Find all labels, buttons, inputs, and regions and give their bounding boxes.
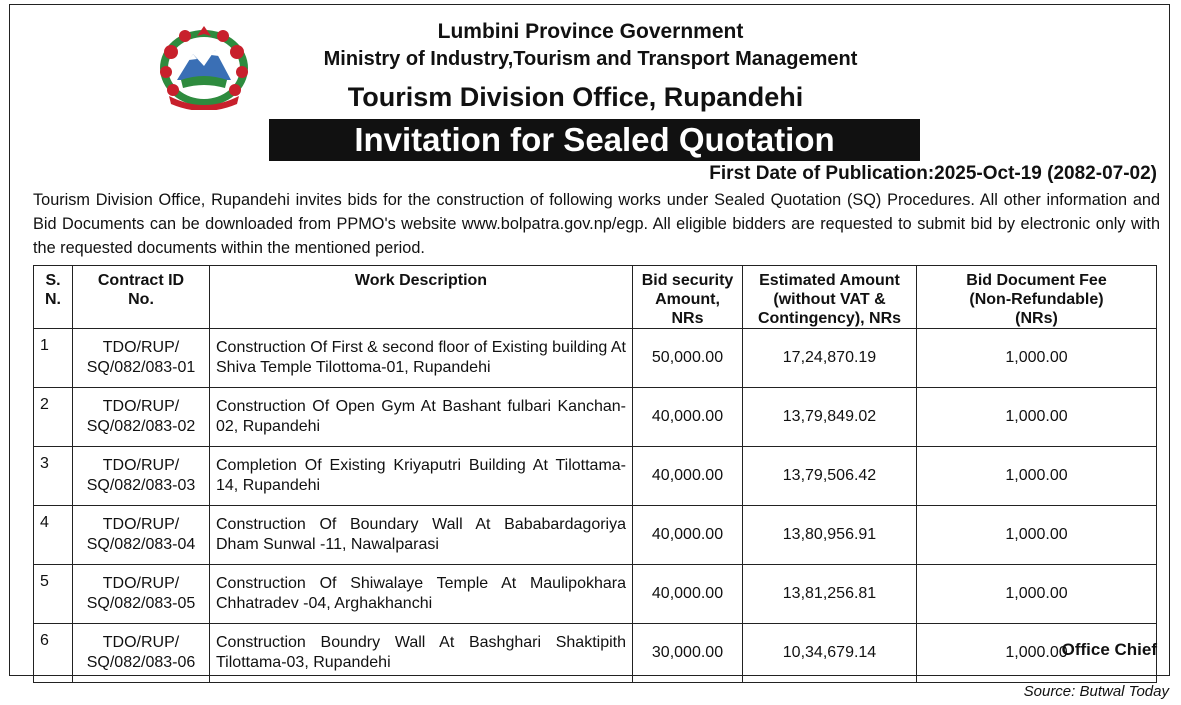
estimated-amount: 13,81,256.81 <box>743 565 917 624</box>
estimated-amount: 13,80,956.91 <box>743 506 917 565</box>
header-bid-document-fee <box>917 266 1157 329</box>
estimated-amount: 13,79,506.42 <box>743 447 917 506</box>
contract-id <box>73 565 210 624</box>
contract-id-line: SQ/082/083-04 <box>86 536 196 553</box>
quotation-table <box>33 265 1157 683</box>
header-contract-id-line: No. <box>128 291 154 308</box>
header-sn-line: N. <box>45 291 61 308</box>
serial-number: 1 <box>34 329 73 388</box>
contract-id-line: TDO/RUP/ <box>102 516 180 533</box>
work-description: Construction Boundry Wall At Bashghari Shaktipith Tilottama-03, Rupandehi <box>210 624 633 683</box>
header-bid-security-line: Bid security <box>641 272 734 289</box>
bid-document-fee: 1,000.00 <box>917 388 1157 447</box>
serial-number: 5 <box>34 565 73 624</box>
header-sn <box>34 266 73 329</box>
bid-security-amount: 40,000.00 <box>633 388 743 447</box>
table-row <box>34 624 1157 683</box>
notice-title-banner: Invitation for Sealed Quotation <box>269 119 920 161</box>
table-row <box>34 388 1157 447</box>
table-row <box>34 447 1157 506</box>
header-contract-id-line: Contract ID <box>97 272 185 289</box>
government-name: Lumbini Province Government <box>437 20 744 43</box>
work-description: Completion Of Existing Kriyaputri Building At Tilottama-14, Rupandehi <box>210 447 633 506</box>
bid-document-fee: 1,000.00 <box>917 624 1157 683</box>
table-header-row <box>34 266 1157 329</box>
bid-security-amount: 30,000.00 <box>633 624 743 683</box>
contract-id-line: SQ/082/083-06 <box>86 654 196 671</box>
bid-document-fee: 1,000.00 <box>917 329 1157 388</box>
source-credit: Source: Butwal Today <box>1023 683 1169 700</box>
contract-id-line: SQ/082/083-02 <box>86 418 196 435</box>
contract-id-line: SQ/082/083-03 <box>86 477 196 494</box>
header-work-description-line: Work Description <box>354 272 488 289</box>
contract-id-line: TDO/RUP/ <box>102 575 180 592</box>
header-estimated-amount-line: (without VAT & <box>773 291 886 308</box>
header-estimated-amount <box>743 266 917 329</box>
office-chief-signature: Office Chief <box>1061 640 1157 659</box>
contract-id <box>73 388 210 447</box>
contract-id-line: TDO/RUP/ <box>102 398 180 415</box>
work-description: Construction Of Open Gym At Bashant fulbari Kanchan-02, Rupandehi <box>210 388 633 447</box>
contract-id <box>73 506 210 565</box>
header-work-description <box>210 266 633 329</box>
header-bid-security-line: NRs <box>671 310 704 327</box>
header-estimated-amount-line: Contingency), NRs <box>757 310 902 327</box>
bid-document-fee: 1,000.00 <box>917 565 1157 624</box>
bid-security-amount: 40,000.00 <box>633 506 743 565</box>
estimated-amount: 13,79,849.02 <box>743 388 917 447</box>
header-estimated-amount-line: Estimated Amount <box>759 272 900 289</box>
bid-security-amount: 40,000.00 <box>633 447 743 506</box>
header-bid-security-line: Amount, <box>655 291 720 308</box>
contract-id <box>73 329 210 388</box>
header-bid-security <box>633 266 743 329</box>
serial-number: 6 <box>34 624 73 683</box>
serial-number: 2 <box>34 388 73 447</box>
header-bid-document-fee-line: Bid Document Fee <box>966 272 1107 289</box>
contract-id-line: TDO/RUP/ <box>102 457 180 474</box>
bid-security-amount: 40,000.00 <box>633 565 743 624</box>
header-contract-id <box>73 266 210 329</box>
contract-id-line: TDO/RUP/ <box>102 339 180 356</box>
bid-document-fee: 1,000.00 <box>917 506 1157 565</box>
publication-date: First Date of Publication:2025-Oct-19 (2082-07-02) <box>709 163 1157 184</box>
office-name: Tourism Division Office, Rupandehi <box>347 82 804 112</box>
contract-id-line: TDO/RUP/ <box>102 634 180 651</box>
work-description: Construction Of First & second floor of Existing building At Shiva Temple Tilottoma-01, Rupandehi <box>210 329 633 388</box>
estimated-amount: 17,24,870.19 <box>743 329 917 388</box>
header-bid-document-fee-line: (NRs) <box>1015 310 1058 327</box>
table-row <box>34 329 1157 388</box>
header-bid-document-fee-line: (Non-Refundable) <box>969 291 1104 308</box>
serial-number: 3 <box>34 447 73 506</box>
bid-document-fee: 1,000.00 <box>917 447 1157 506</box>
serial-number: 4 <box>34 506 73 565</box>
contract-id <box>73 624 210 683</box>
ministry-name: Ministry of Industry,Tourism and Transport Management <box>323 48 858 70</box>
work-description: Construction Of Shiwalaye Temple At Maulipokhara Chhatradev -04, Arghakhanchi <box>210 565 633 624</box>
contract-id-line: SQ/082/083-01 <box>86 359 196 376</box>
contract-id-line: SQ/082/083-05 <box>86 595 196 612</box>
table-row <box>34 506 1157 565</box>
header-sn-line: S. <box>45 272 61 289</box>
estimated-amount: 10,34,679.14 <box>743 624 917 683</box>
intro-paragraph: Tourism Division Office, Rupandehi invites bids for the construction of following works under Sealed Quotation (SQ) Procedures. All other information and Bid Documents can be downloaded from PPMO's website www.bolpatra.gov.np/egp. All eligible bidders are requested to submit bid by electronic only with the requested documents within the mentioned period. <box>33 191 1160 257</box>
contract-id <box>73 447 210 506</box>
table-row <box>34 565 1157 624</box>
work-description: Construction Of Boundary Wall At Bababardagoriya Dham Sunwal -11, Nawalparasi <box>210 506 633 565</box>
bid-security-amount: 50,000.00 <box>633 329 743 388</box>
